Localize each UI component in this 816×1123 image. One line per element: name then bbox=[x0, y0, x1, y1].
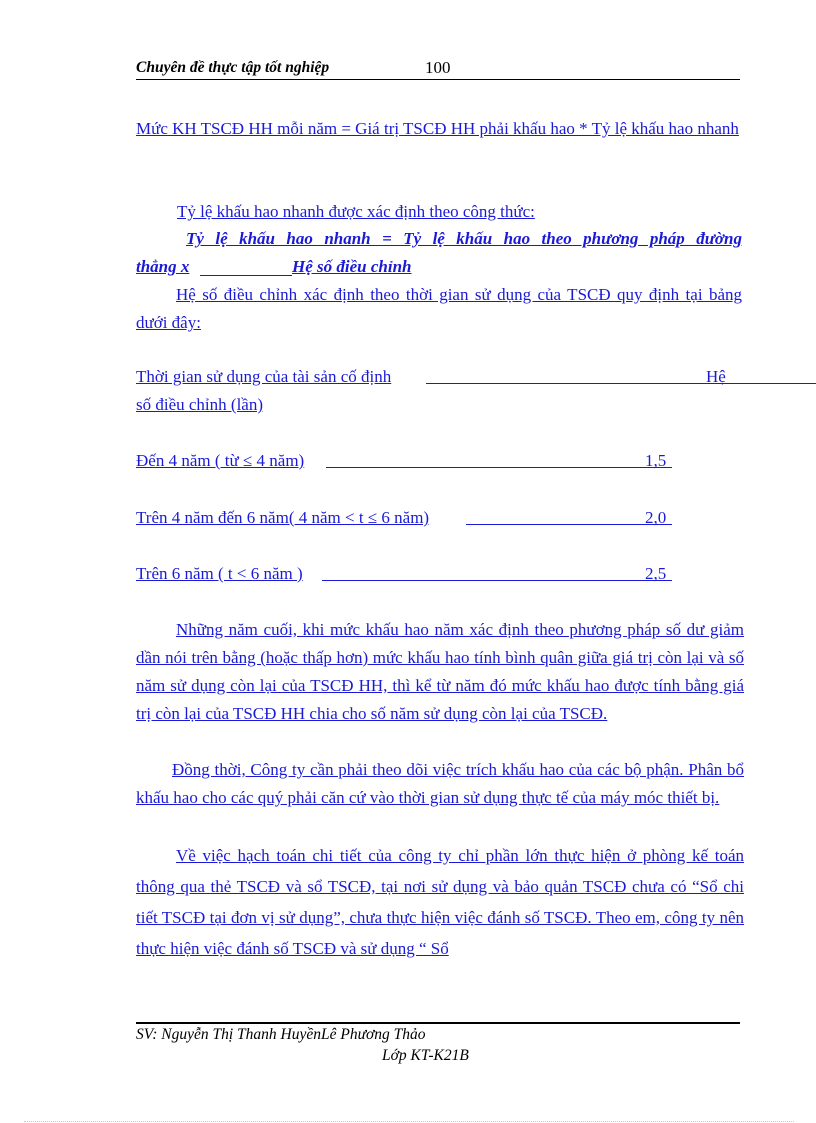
row-leader bbox=[322, 580, 672, 581]
table-row bbox=[136, 563, 676, 585]
row-value: 2,5 bbox=[645, 564, 667, 583]
row-label: Trên 4 năm đến 6 năm( 4 năm < t ≤ 6 năm) bbox=[136, 508, 430, 527]
formula-part-a: thẳng x bbox=[136, 257, 190, 276]
table-header-left: Thời gian sử dụng của tài sản cố định bbox=[136, 367, 392, 386]
page-number: 100 bbox=[425, 58, 451, 77]
row-label: Trên 6 năm ( t < 6 năm ) bbox=[136, 564, 303, 583]
formula-part-b: Hệ số điều chỉnh bbox=[292, 257, 412, 276]
formula-underline-gap bbox=[200, 275, 292, 276]
paragraph-depreciation-formula: Mức KH TSCĐ HH mỗi năm = Giá trị TSCĐ HH phải khấu hao * Tỷ lệ khấu hao nhanh bbox=[136, 119, 739, 138]
table-header-row bbox=[136, 366, 736, 388]
paragraph-rate-intro: Tỷ lệ khấu hao nhanh được xác định theo công thức: bbox=[177, 202, 535, 221]
table-header-right: Hệ bbox=[706, 367, 726, 386]
paragraph-detailed-accounting: Về việc hạch toán chi tiết của công ty chỉ phần lớn thực hiện ở phòng kế toán thông qua thẻ TSCĐ và sổ TSCĐ, tại nơi sử dụng và bảo quản TSCĐ chưa có “Sổ chi tiết TSCĐ tại đơn vị sử dụng”, chưa thực hiện việc đánh số TSCĐ. Theo em, công ty nên thực hiện việc đánh số TSCĐ và sử dụng “ Sổ bbox=[136, 846, 744, 958]
paragraph-adjustment-coefficient: Hệ số điều chỉnh xác định theo thời gian sử dụng của TSCĐ quy định tại bảng dưới đây: bbox=[136, 285, 742, 332]
footer-author: SV: Nguyễn Thị Thanh HuyềnLê Phương Thảo bbox=[136, 1026, 426, 1043]
row-leader bbox=[326, 467, 672, 468]
footer-rule bbox=[136, 1022, 740, 1024]
table-header-cont-row bbox=[136, 394, 436, 416]
page-header bbox=[136, 57, 740, 80]
table-header-cont: số điều chỉnh (lần) bbox=[136, 395, 263, 414]
table-row bbox=[136, 450, 676, 472]
row-value: 1,5 bbox=[645, 451, 667, 470]
header-title: Chuyên đề thực tập tốt nghiệp bbox=[136, 59, 330, 76]
paragraph-final-years: Những năm cuối, khi mức khấu hao năm xác định theo phương pháp số dư giảm dần nói trên bằng (hoặc thấp hơn) mức khấu hao tính bình quân giữa giá trị còn lại và số năm sử dụng còn lại của TSCĐ HH, thì kể từ năm đó mức khấu hao được tính bằng giá trị còn lại của TSCĐ HH chia cho số năm sử dụng còn lại của TSCĐ. bbox=[136, 620, 744, 723]
paragraph-allocation: Đồng thời, Công ty cần phải theo dõi việc trích khấu hao của các bộ phận. Phân bổ khấu hao cho các quý phải căn cứ vào thời gian sử dụng thực tế của máy móc thiết bị. bbox=[136, 760, 744, 807]
row-value: 2,0 bbox=[645, 508, 667, 527]
table-header-leader bbox=[426, 383, 816, 384]
row-label: Đến 4 năm ( từ ≤ 4 năm) bbox=[136, 451, 305, 470]
formula-continuation bbox=[136, 253, 436, 281]
footer-class: Lớp KT-K21B bbox=[382, 1047, 469, 1064]
table-row bbox=[136, 507, 676, 529]
page-bottom-dotted-border bbox=[24, 1121, 794, 1122]
row-leader bbox=[466, 524, 672, 525]
formula-line: Tỷ lệ khấu hao nhanh = Tỷ lệ khấu hao theo phương pháp đường bbox=[186, 229, 742, 248]
